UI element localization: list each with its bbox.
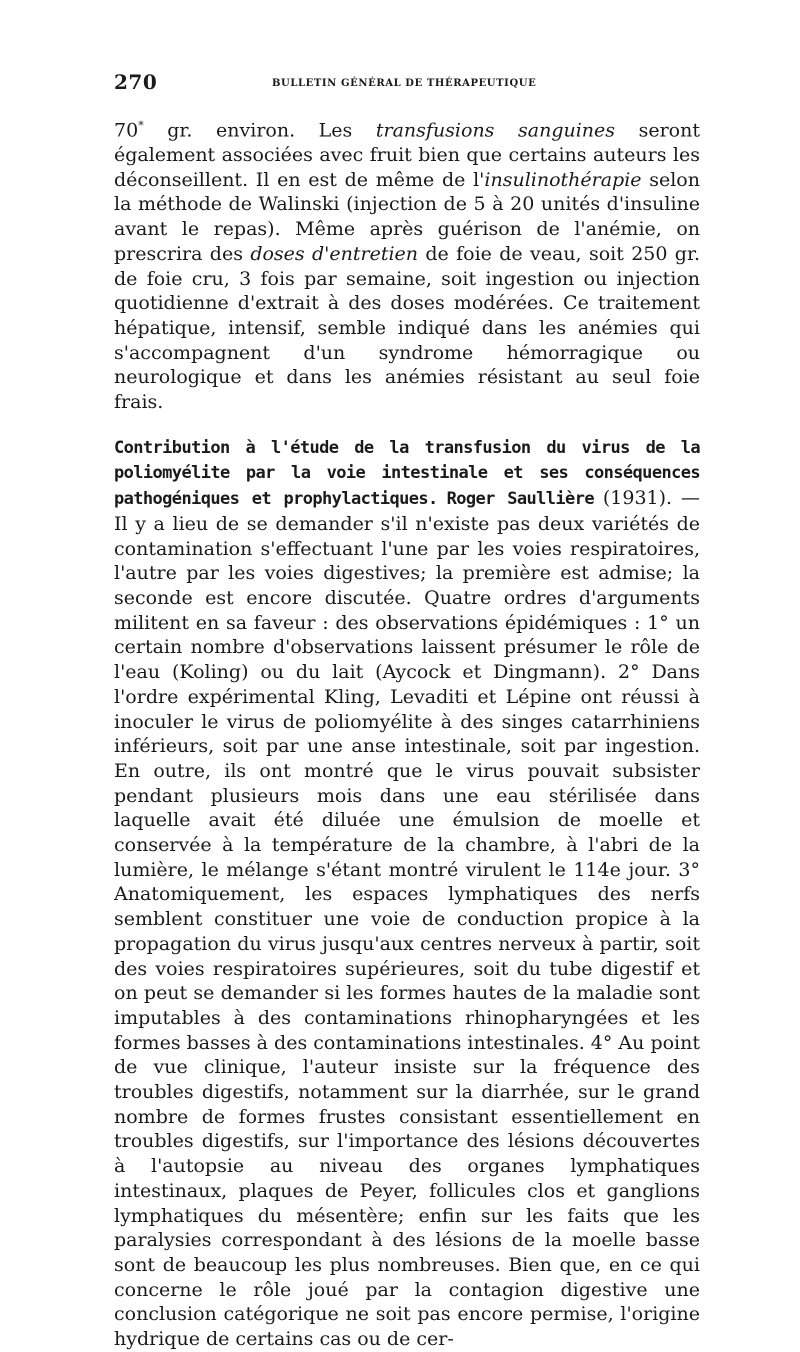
italic-term: doses d'entretien bbox=[250, 242, 419, 265]
text-run: gr. environ. Les bbox=[143, 119, 376, 142]
article-abstract bbox=[114, 435, 700, 1352]
italic-term: transfusions sanguines bbox=[375, 119, 616, 142]
article-title: Contribution à l'étude de la transfusion du virus de la poliomyélite par la voie intestinale et ses conséquences pathogéniques et prophylactiques. bbox=[114, 437, 700, 510]
running-head: BULLETIN GÉNÉRAL DE THÉRAPEUTIQUE bbox=[272, 78, 537, 89]
page-header bbox=[114, 60, 700, 100]
article-year: (1931). bbox=[593, 487, 673, 510]
text-run: * bbox=[138, 119, 144, 132]
italic-term: insulinothérapie bbox=[484, 168, 642, 191]
paragraph-treatment bbox=[114, 114, 700, 415]
text-run: seront également associées avec fruit bien que certains auteurs les déconseillent. Il en est de même de l' bbox=[114, 119, 700, 191]
text-run: 70 bbox=[114, 119, 139, 142]
article-author: Roger Saullière bbox=[446, 489, 594, 510]
article-body: — Il y a lieu de se demander s'il n'existe pas deux variétés de contamination s'effectuant l'une par les voies respiratoires, l'autre par les voies digestives; la première est admise; la seconde est encore discutée. Quatre ordres d'arguments militent en sa faveur : des observations épidémiques : 1° un certain nombre d'observations laissent présumer le rôle de l'eau (Koling) ou du lait (Aycock et Dingmann). 2° Dans l'ordre expérimental Kling, Levaditi et Lépine ont réussi à inoculer le virus de poliomyélite à des singes catarrhiniens inférieurs, soit par une anse intestinale, soit par ingestion. En outre, ils ont montré que le virus pouvait subsister pendant plusieurs mois dans une eau stérilisée dans laquelle avait été diluée une émulsion de moelle et conservée à la température de la chambre, à l'abri de la lumière, le mélange s'étant montré virulent le 114e jour. 3° Anatomiquement, les espaces lymphatiques des nerfs semblent constituer une voie de conduction propice à la propagation du virus jusqu'aux centres nerveux à partir, soit des voies respiratoires supérieures, soit du tube digestif et on peut se demander si les formes hautes de la maladie sont imputables à des contaminations rhinopharyngées et les formes basses à des contaminations intestinales. 4° Au point de vue clinique, l'auteur insiste sur la fréquence des troubles digestifs, notamment sur la diarrhée, sur le grand nombre de formes frustes consistant essentiellement en troubles digestifs, sur l'importance des lésions découvertes à l'autopsie au niveau des organes lymphatiques intestinaux, plaques de Peyer, follicules clos et ganglions lymphatiques du mésentère; enfin sur les faits que les paralysies correspondant à des lésions de la moelle basse sont de beaucoup les plus nombreuses. Bien que, en ce qui concerne le rôle joué par la contagion digestive une conclusion catégorique ne soit pas encore permise, l'origine hydrique de certains cas ou de cer- bbox=[114, 487, 700, 1351]
text-run: de foie de veau, soit 250 gr. de foie cru, 3 fois par semaine, soit ingestion ou injection quotidienne d'extrait à des doses modérées. Ce traitement hépatique, intensif, semble indiqué dans les anémies qui s'accompagnent d'un syndrome hémorragique ou neurologique et dans les anémies résistant au seul foie frais. bbox=[114, 242, 701, 414]
paragraph-gap bbox=[114, 415, 700, 435]
page-number: 270 bbox=[114, 70, 158, 94]
text-run: selon la méthode de Walinski (injection de 5 à 20 unités d'insuline avant le repas). Même après guérison de l'anémie, on prescrira des bbox=[114, 168, 700, 265]
